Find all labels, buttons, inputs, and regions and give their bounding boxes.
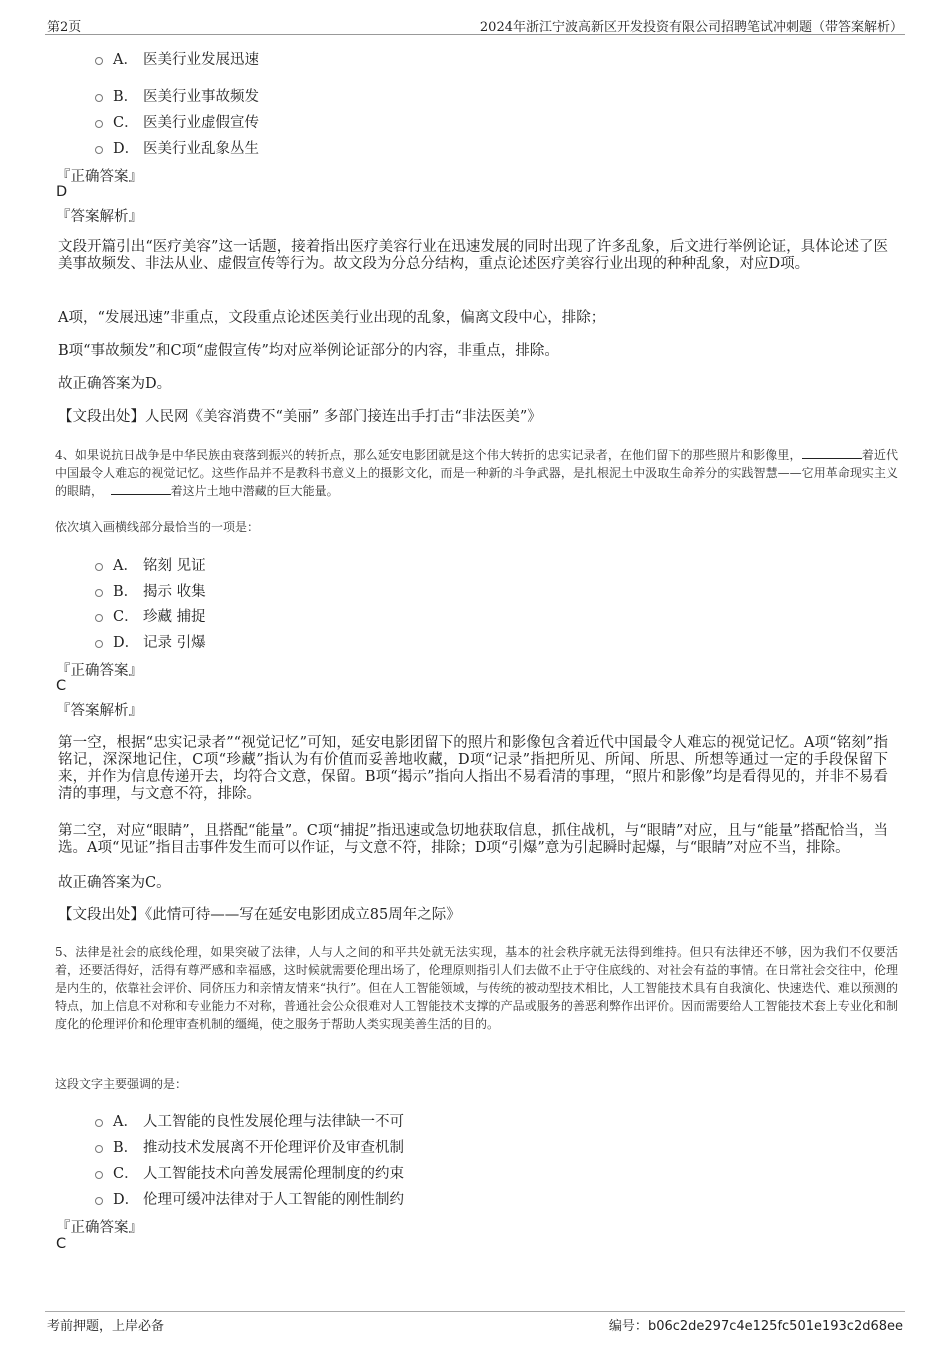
- q5-option-b[interactable]: B． 推动技术发展离不开伦理评价及审查机制: [95, 1136, 404, 1156]
- fill-blank-2: [111, 484, 171, 495]
- q5-stem: 5、法律是社会的底线伦理，如果突破了法律，人与人之间的和平共处就无法实现，基本的社会秩序就无法得到维持。但只有法律还不够，因为我们不仅要活着，还要活得好，活得有尊严感和幸福感，这时候就需要伦理出场了，伦理原则指引人们去做不止于守住底线的、对社会有益的事情。在日常社会交往中，伦理是内生的，依靠社会评价、同侪压力和亲情友情来“执行”。但在人工智能领域，与传统的被动型技术相比，人工智能技术具有自我演化、快速迭代、难以预测的特点，加上信息不对称和专业能力不对称，普通社会公众很难对人工智能技术支撑的产品或服务的善恶利弊作出评价。因而需要给人工智能技术套上专业化和制度化的伦理评价和伦理审查机制的缰绳，使之服务于帮助人类实现美善生活的目的。: [55, 945, 898, 1031]
- q5-option-d[interactable]: D． 伦理可缓冲法律对于人工智能的刚性制约: [95, 1188, 404, 1208]
- radio-icon[interactable]: [95, 1197, 103, 1205]
- radio-icon[interactable]: [95, 614, 103, 622]
- option-text: 铭刻 见证: [143, 557, 206, 574]
- q4-source: 【文段出处】《此情可待——写在延安电影团成立85周年之际》: [58, 907, 461, 923]
- q4-stem: 4、如果说抗日战争是中华民族由衰落到振兴的转折点，那么延安电影团就是这个伟大转折的忠实记录者，在他们留下的那些照片和影像里， 着近代中国最令人难忘的视觉记忆。这些作品并不是教科书意义上的摄影文化，而是一种新的斗争武器，是扎根泥土中汲取生命养分的实践智慧——它用革命现实主义的眼睛， 着这片土地中潜藏的巨大能量。: [55, 448, 898, 498]
- q3-analysis-para-2: A项，“发展迅速”非重点，文段重点论述医美行业出现的乱象，偏离文段中心，排除；: [58, 310, 606, 326]
- q4-analysis-para-3: 故正确答案为C。: [58, 875, 171, 891]
- q3-option-a[interactable]: A． 医美行业发展迅速: [95, 48, 259, 68]
- radio-icon[interactable]: [95, 563, 103, 571]
- option-text: 医美行业虚假宣传: [143, 114, 259, 131]
- q3-analysis-label: 『答案解析』: [56, 209, 143, 225]
- q4-analysis-para-1: 第一空，根据“忠实记录者”“视觉记忆”可知，延安电影团留下的照片和影像包含着近代中国最令人难忘的视觉记忆。A项“铭刻”指铭记，深深地记住，C项“珍藏”指认为有价值而妥善地收藏，D项“记录”指把所见、所闻、所思、所想等通过一定的手段保留下来，并作为信息传递开去，均符合文意，保留。B项“揭示”指向人指出不易看清的事理，“照片和影像”均是看得见的，并非不易看清的事理，与文意不符，排除。: [58, 735, 888, 802]
- document-title: 2024年浙江宁波高新区开发投资有限公司招聘笔试冲刺题（带答案解析）: [479, 20, 903, 35]
- option-text: 人工智能技术向善发展需伦理制度的约束: [143, 1165, 404, 1182]
- page-header: [45, 14, 905, 35]
- q5-option-a[interactable]: A． 人工智能的良性发展伦理与法律缺一不可: [95, 1110, 404, 1130]
- q5-answer-label: 『正确答案』: [56, 1220, 143, 1236]
- q5-answer: C: [56, 1236, 67, 1252]
- radio-icon[interactable]: [95, 640, 103, 648]
- q4-option-d[interactable]: D． 记录 引爆: [95, 631, 206, 651]
- q3-option-d[interactable]: D． 医美行业乱象丛生: [95, 137, 259, 157]
- option-text: 人工智能的良性发展伦理与法律缺一不可: [143, 1113, 404, 1130]
- q4-answer-label: 『正确答案』: [56, 663, 143, 679]
- fill-blank-1: [802, 448, 862, 459]
- radio-icon[interactable]: [95, 589, 103, 597]
- radio-icon[interactable]: [95, 57, 103, 65]
- radio-icon[interactable]: [95, 94, 103, 102]
- radio-icon[interactable]: [95, 120, 103, 128]
- q4-answer: C: [56, 678, 67, 694]
- q4-option-b[interactable]: B． 揭示 收集: [95, 580, 206, 600]
- q4-option-a[interactable]: A． 铭刻 见证: [95, 554, 206, 574]
- q3-source: 【文段出处】人民网《美容消费不“美丽” 多部门接连出手打击“非法医美”》: [58, 409, 542, 425]
- page-number: 第2页: [47, 20, 82, 35]
- radio-icon[interactable]: [95, 1171, 103, 1179]
- q4-analysis-para-2: 第二空，对应“眼睛”，且搭配“能量”。C项“捕捉”指迅速或急切地获取信息，抓住战机，与“眼睛”对应，且与“能量”搭配恰当，当选。A项“见证”指目击事件发生而可以作证，与文意不符，排除；D项“引爆”意为引起瞬时起爆，与“眼睛”对应不当，排除。: [58, 823, 888, 856]
- q3-option-c[interactable]: C． 医美行业虚假宣传: [95, 111, 259, 131]
- option-text: 伦理可缓冲法律对于人工智能的刚性制约: [143, 1191, 404, 1208]
- option-text: 珍藏 捕捉: [143, 608, 206, 625]
- option-text: 医美行业事故频发: [143, 88, 259, 105]
- q3-answer-label: 『正确答案』: [56, 169, 143, 185]
- q3-option-b[interactable]: B． 医美行业事故频发: [95, 85, 259, 105]
- option-text: 医美行业发展迅速: [143, 51, 259, 68]
- q5-prompt: 这段文字主要强调的是：: [55, 1077, 188, 1091]
- q5-option-c[interactable]: C． 人工智能技术向善发展需伦理制度的约束: [95, 1162, 404, 1182]
- radio-icon[interactable]: [95, 1145, 103, 1153]
- q4-prompt: 依次填入画横线部分最恰当的一项是：: [55, 520, 260, 534]
- option-text: 记录 引爆: [143, 634, 206, 651]
- option-text: 揭示 收集: [143, 583, 206, 600]
- q3-answer: D: [56, 184, 68, 200]
- radio-icon[interactable]: [95, 146, 103, 154]
- q4-option-c[interactable]: C． 珍藏 捕捉: [95, 605, 206, 625]
- page-footer: [45, 1311, 905, 1336]
- footer-slogan: 考前押题，上岸必备: [47, 1319, 165, 1334]
- radio-icon[interactable]: [95, 1119, 103, 1127]
- q3-analysis-para-3: B项“事故频发”和C项“虚假宣传”均对应举例论证部分的内容，非重点，排除。: [58, 343, 559, 359]
- q3-analysis-para-1: 文段开篇引出“医疗美容”这一话题，接着指出医疗美容行业在迅速发展的同时出现了许多乱象，后文进行举例论证，具体论述了医美事故频发、非法从业、虚假宣传等行为。故文段为分总分结构，重点论述医疗美容行业出现的种种乱象，对应D项。: [58, 239, 888, 272]
- option-text: 推动技术发展离不开伦理评价及审查机制: [143, 1139, 404, 1156]
- document-code: 编号：b06c2de297c4e125fc501e193c2d68ee: [608, 1319, 903, 1334]
- q3-analysis-para-4: 故正确答案为D。: [58, 376, 172, 392]
- option-text: 医美行业乱象丛生: [143, 140, 259, 157]
- q4-analysis-label: 『答案解析』: [56, 703, 143, 719]
